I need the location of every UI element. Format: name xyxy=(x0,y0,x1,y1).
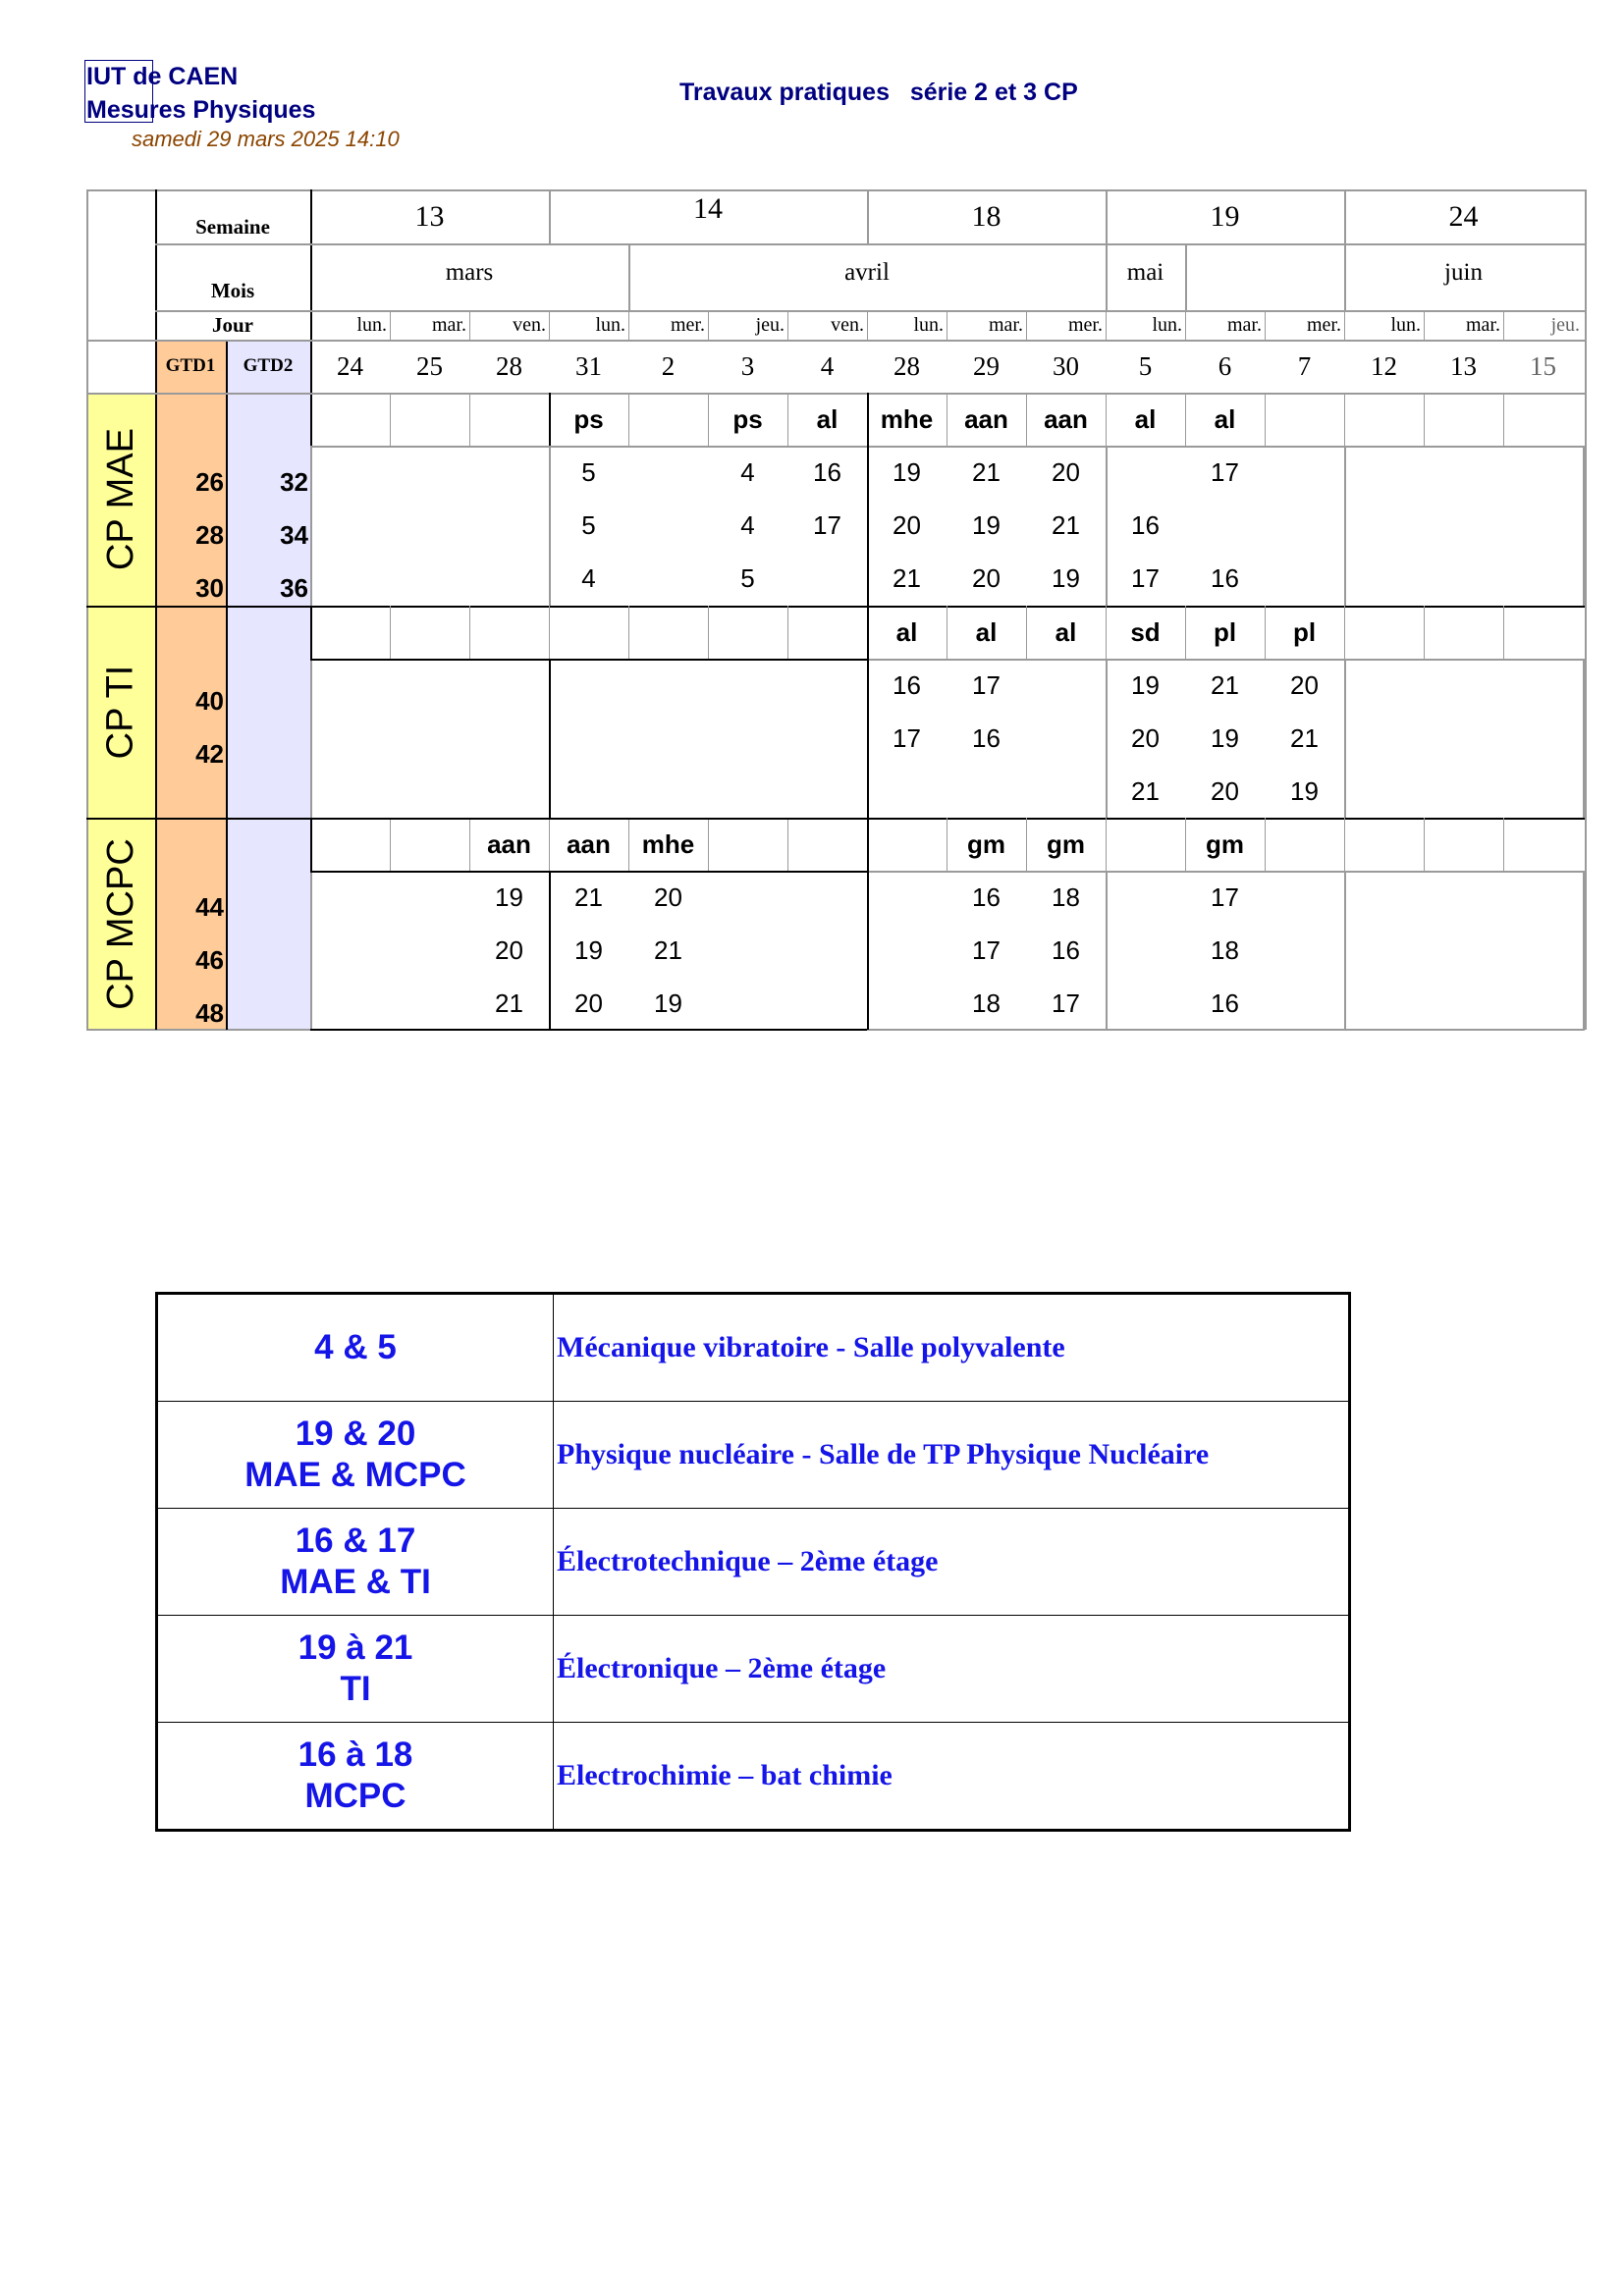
room-number: 16 xyxy=(1211,988,1239,1018)
legend-rooms-line: 4 & 5 xyxy=(314,1328,397,1366)
group-name-text: CP TI xyxy=(99,665,141,759)
room-number: 19 xyxy=(893,456,921,487)
grid-line xyxy=(787,818,788,871)
room-number: 17 xyxy=(1052,988,1080,1018)
gtd2-group-number: 32 xyxy=(280,466,308,497)
grid-line xyxy=(469,606,470,659)
grid-line xyxy=(867,310,868,340)
grid-line xyxy=(787,393,788,446)
day-name: jeu. xyxy=(755,313,785,336)
grid-line xyxy=(1265,606,1266,659)
room-number: 5 xyxy=(581,456,596,487)
grid-line xyxy=(628,243,630,310)
room-number: 20 xyxy=(1290,669,1319,700)
grid-line xyxy=(1344,606,1345,659)
date-cell: 7 xyxy=(1297,350,1312,381)
date-cell: 29 xyxy=(973,350,1000,381)
grid-line xyxy=(628,818,629,871)
grid-line xyxy=(469,393,470,446)
gtd2-label: GTD2 xyxy=(243,355,294,376)
group-name xyxy=(86,606,155,818)
room-number: 19 xyxy=(1290,775,1319,806)
teacher-code: aan xyxy=(1044,403,1088,434)
grid-line xyxy=(469,310,470,340)
week-13: 13 xyxy=(414,199,445,233)
day-name: ven. xyxy=(831,313,864,336)
room-number: 21 xyxy=(654,934,682,965)
grid-line xyxy=(1503,818,1504,871)
room-number: 18 xyxy=(972,988,1001,1018)
legend-description: Électronique – 2ème étage xyxy=(554,1616,1349,1723)
grid-line xyxy=(310,446,312,606)
day-name: mar. xyxy=(1227,313,1262,336)
legend-rooms-line: MCPC xyxy=(304,1777,406,1815)
grid-line xyxy=(708,310,709,340)
legend-rooms-line: MAE & MCPC xyxy=(244,1456,466,1494)
grid-line xyxy=(310,659,867,661)
group-name xyxy=(86,818,155,1030)
grid-line xyxy=(1344,659,1346,818)
grid-line xyxy=(628,393,629,446)
legend-row xyxy=(158,1616,1349,1723)
grid-line xyxy=(1106,243,1108,310)
grid-line xyxy=(310,1029,867,1031)
grid-line xyxy=(1106,310,1107,340)
teacher-code: gm xyxy=(967,828,1005,859)
grid-line xyxy=(390,606,391,659)
teacher-code: mhe xyxy=(880,403,934,434)
legend-rooms xyxy=(158,1616,554,1723)
day-name: mar. xyxy=(432,313,466,336)
teacher-code: mhe xyxy=(641,828,695,859)
room-number: 18 xyxy=(1211,934,1239,965)
grid-line xyxy=(1185,818,1186,871)
grid-line xyxy=(1265,310,1266,340)
grid-line xyxy=(1503,310,1504,340)
grid-line xyxy=(1344,818,1345,871)
room-number: 17 xyxy=(1211,456,1239,487)
grid-line xyxy=(1026,606,1027,659)
week-18: 18 xyxy=(971,199,1001,233)
room-number: 20 xyxy=(654,881,682,912)
legend-description: Électrotechnique – 2ème étage xyxy=(554,1509,1349,1616)
room-number: 17 xyxy=(972,669,1001,700)
grid-line xyxy=(86,606,1585,608)
room-number: 16 xyxy=(972,881,1001,912)
month-cell: juin xyxy=(1444,259,1483,286)
week-14: 14 xyxy=(693,191,723,225)
group-name-text: CP MCPC xyxy=(99,837,141,1010)
group-name-text: CP MAE xyxy=(99,427,141,571)
week-19: 19 xyxy=(1210,199,1240,233)
grid-line xyxy=(628,606,629,659)
gtd1-label: GTD1 xyxy=(165,355,216,376)
legend-rooms xyxy=(158,1509,554,1616)
grid-line xyxy=(1185,243,1187,310)
group-name xyxy=(86,393,155,606)
grid-line xyxy=(1344,871,1346,1030)
grid-line xyxy=(1106,871,1108,1030)
teacher-code: ps xyxy=(732,403,763,434)
teacher-code: gm xyxy=(1047,828,1085,859)
grid-line xyxy=(1424,818,1425,871)
teacher-code: aan xyxy=(567,828,611,859)
grid-line xyxy=(1026,393,1027,446)
legend-rooms-line: 16 & 17 xyxy=(295,1522,416,1560)
month-cell xyxy=(1185,243,1344,302)
date-cell: 31 xyxy=(575,350,602,381)
room-number: 17 xyxy=(1211,881,1239,912)
day-name: mar. xyxy=(1466,313,1500,336)
legend-rooms xyxy=(158,1295,554,1402)
grid-line xyxy=(1185,393,1186,446)
document-title: Travaux pratiques série 2 et 3 CP xyxy=(679,79,1078,106)
day-name: ven. xyxy=(513,313,546,336)
grid-line xyxy=(1583,446,1585,606)
print-date: samedi 29 mars 2025 14:10 xyxy=(132,127,400,151)
day-name: jeu. xyxy=(1550,313,1580,336)
grid-line xyxy=(1265,393,1266,446)
gtd1-group-number: 28 xyxy=(195,519,224,550)
teacher-code: aan xyxy=(487,828,531,859)
room-number: 17 xyxy=(1131,562,1160,593)
grid-line xyxy=(549,310,550,340)
day-name: lun. xyxy=(1152,313,1182,336)
room-number: 17 xyxy=(813,509,841,540)
date-cell: 4 xyxy=(820,350,835,381)
day-name: mer. xyxy=(1068,313,1103,336)
grid-line xyxy=(787,310,788,340)
grid-line xyxy=(1583,871,1585,1030)
grid-line xyxy=(549,606,550,659)
room-number: 19 xyxy=(574,934,603,965)
date-cell: 25 xyxy=(416,350,443,381)
teacher-code: aan xyxy=(964,403,1008,434)
grid-line xyxy=(549,659,551,818)
gtd1-group-number: 46 xyxy=(195,944,224,975)
grid-line xyxy=(1185,310,1186,340)
legend-row xyxy=(158,1723,1349,1830)
room-number: 21 xyxy=(1131,775,1160,806)
grid-line xyxy=(549,393,551,446)
grid-line xyxy=(155,189,157,1030)
date-cell: 15 xyxy=(1530,350,1556,381)
legend-rooms-line: 16 à 18 xyxy=(298,1735,413,1774)
date-cell: 24 xyxy=(337,350,363,381)
gtd2-column xyxy=(226,340,310,1030)
grid-line xyxy=(549,818,550,871)
day-name: mer. xyxy=(671,313,705,336)
grid-line xyxy=(1424,606,1425,659)
gtd1-group-number: 30 xyxy=(195,572,224,603)
org-name: IUT de CAEN xyxy=(86,63,239,90)
grid-line xyxy=(549,446,551,606)
gtd1-group-number: 42 xyxy=(195,738,224,769)
grid-line xyxy=(155,243,1585,245)
grid-line xyxy=(310,818,867,820)
grid-line xyxy=(226,340,228,1030)
grid-line xyxy=(1106,818,1107,871)
day-name: lun. xyxy=(356,313,387,336)
room-number: 21 xyxy=(495,988,523,1018)
room-number: 4 xyxy=(740,456,755,487)
day-name: lun. xyxy=(595,313,625,336)
teacher-code: al xyxy=(1214,403,1236,434)
legend-rooms-line: 19 & 20 xyxy=(295,1415,416,1453)
grid-line xyxy=(310,871,312,1030)
grid-line xyxy=(787,606,788,659)
gtd1-group-number: 48 xyxy=(195,997,224,1028)
grid-line xyxy=(1424,393,1425,446)
month-label: Mois xyxy=(210,278,255,302)
room-number: 16 xyxy=(893,669,921,700)
grid-line xyxy=(867,189,869,243)
room-number: 19 xyxy=(972,509,1001,540)
grid-line xyxy=(310,446,1585,448)
date-cell: 28 xyxy=(893,350,920,381)
grid-line xyxy=(708,393,709,446)
room-number: 4 xyxy=(581,562,596,593)
room-number: 16 xyxy=(1131,509,1160,540)
grid-line xyxy=(86,393,1585,395)
grid-line xyxy=(390,818,391,871)
teacher-code: al xyxy=(1055,616,1077,647)
grid-line xyxy=(1106,659,1108,818)
week-24: 24 xyxy=(1448,199,1479,233)
room-number: 21 xyxy=(893,562,921,593)
legend-table xyxy=(155,1292,1351,1832)
room-number: 16 xyxy=(1052,934,1080,965)
room-number: 4 xyxy=(740,509,755,540)
day-name: mar. xyxy=(989,313,1023,336)
legend-row xyxy=(158,1509,1349,1616)
legend-rooms-line: MAE & TI xyxy=(280,1563,431,1601)
grid-line xyxy=(86,340,1585,342)
month-cell: mai xyxy=(1126,259,1164,286)
day-name: mer. xyxy=(1307,313,1341,336)
date-cell: 3 xyxy=(740,350,755,381)
grid-line xyxy=(390,393,391,446)
grid-line xyxy=(628,310,629,340)
room-number: 16 xyxy=(972,722,1001,753)
room-number: 19 xyxy=(1211,722,1239,753)
grid-line xyxy=(1026,310,1027,340)
room-number: 20 xyxy=(1211,775,1239,806)
gtd2-group-number: 36 xyxy=(280,572,308,603)
room-number: 20 xyxy=(574,988,603,1018)
legend-rooms-line: TI xyxy=(340,1670,371,1708)
grid-line xyxy=(86,189,88,1030)
teacher-code: al xyxy=(1134,403,1157,434)
grid-line xyxy=(549,189,551,243)
grid-line xyxy=(469,818,470,871)
room-number: 21 xyxy=(574,881,603,912)
room-number: 19 xyxy=(1052,562,1080,593)
date-cell: 28 xyxy=(496,350,522,381)
room-number: 20 xyxy=(972,562,1001,593)
teacher-code: gm xyxy=(1206,828,1244,859)
grid-line xyxy=(390,310,391,340)
grid-line xyxy=(708,818,709,871)
grid-line xyxy=(1106,189,1108,243)
grid-line xyxy=(1106,446,1108,606)
week-label: Semaine xyxy=(195,214,270,239)
room-number: 21 xyxy=(1052,509,1080,540)
gtd1-group-number: 44 xyxy=(195,891,224,922)
gtd2-group-number: 34 xyxy=(280,519,308,550)
date-cell: 2 xyxy=(661,350,676,381)
grid-line xyxy=(1583,659,1585,818)
legend-rooms xyxy=(158,1402,554,1509)
room-number: 20 xyxy=(495,934,523,965)
room-number: 19 xyxy=(1131,669,1160,700)
grid-line xyxy=(1503,606,1504,659)
grid-line xyxy=(1344,393,1345,446)
month-cell: avril xyxy=(844,259,890,286)
room-number: 17 xyxy=(893,722,921,753)
month-cell: mars xyxy=(445,259,494,286)
room-number: 16 xyxy=(1211,562,1239,593)
grid-line xyxy=(1185,606,1186,659)
grid-line xyxy=(1106,393,1107,446)
grid-line xyxy=(1344,310,1345,340)
room-number: 21 xyxy=(1211,669,1239,700)
room-number: 20 xyxy=(1052,456,1080,487)
day-label: Jour xyxy=(212,312,253,337)
legend-description: Electrochimie – bat chimie xyxy=(554,1723,1349,1830)
org-department: Mesures Physiques xyxy=(86,96,316,124)
room-number: 18 xyxy=(1052,881,1080,912)
date-cell: 6 xyxy=(1218,350,1232,381)
grid-line xyxy=(549,871,551,1030)
grid-line xyxy=(1026,818,1027,871)
room-number: 21 xyxy=(1290,722,1319,753)
legend-description: Mécanique vibratoire - Salle polyvalente xyxy=(554,1295,1349,1402)
room-number: 19 xyxy=(654,988,682,1018)
gtd1-group-number: 40 xyxy=(195,685,224,716)
grid-line xyxy=(1503,393,1504,446)
room-number: 20 xyxy=(1131,722,1160,753)
teacher-code: ps xyxy=(573,403,604,434)
date-cell: 30 xyxy=(1053,350,1079,381)
grid-line xyxy=(1106,606,1107,659)
teacher-code: pl xyxy=(1292,616,1317,647)
room-number: 21 xyxy=(972,456,1001,487)
teacher-code: al xyxy=(975,616,998,647)
grid-line xyxy=(310,659,312,818)
day-name: lun. xyxy=(913,313,944,336)
day-name: lun. xyxy=(1390,313,1421,336)
teacher-code: pl xyxy=(1213,616,1237,647)
legend-description: Physique nucléaire - Salle de TP Physique Nucléaire xyxy=(554,1402,1349,1509)
grid-line xyxy=(155,310,1585,312)
legend-row xyxy=(158,1402,1349,1509)
grid-line xyxy=(708,606,709,659)
grid-line xyxy=(867,393,869,1030)
teacher-code: al xyxy=(816,403,839,434)
room-number: 17 xyxy=(972,934,1001,965)
room-number: 5 xyxy=(740,562,755,593)
date-cell: 12 xyxy=(1371,350,1397,381)
legend-rooms-line: 19 à 21 xyxy=(298,1629,413,1667)
legend-row xyxy=(158,1295,1349,1402)
date-cell: 13 xyxy=(1450,350,1477,381)
room-number: 5 xyxy=(581,509,596,540)
date-cell: 5 xyxy=(1138,350,1153,381)
grid-line xyxy=(1344,243,1346,310)
grid-line xyxy=(1585,189,1587,1030)
grid-line xyxy=(1265,818,1266,871)
room-number: 19 xyxy=(495,881,523,912)
grid-line xyxy=(1344,446,1346,606)
teacher-code: sd xyxy=(1130,616,1161,647)
gtd1-group-number: 26 xyxy=(195,466,224,497)
legend-rooms xyxy=(158,1723,554,1830)
room-number: 16 xyxy=(813,456,841,487)
teacher-code: al xyxy=(895,616,918,647)
grid-line xyxy=(1424,310,1425,340)
grid-line xyxy=(1344,189,1346,243)
grid-line xyxy=(310,871,867,873)
room-number: 20 xyxy=(893,509,921,540)
